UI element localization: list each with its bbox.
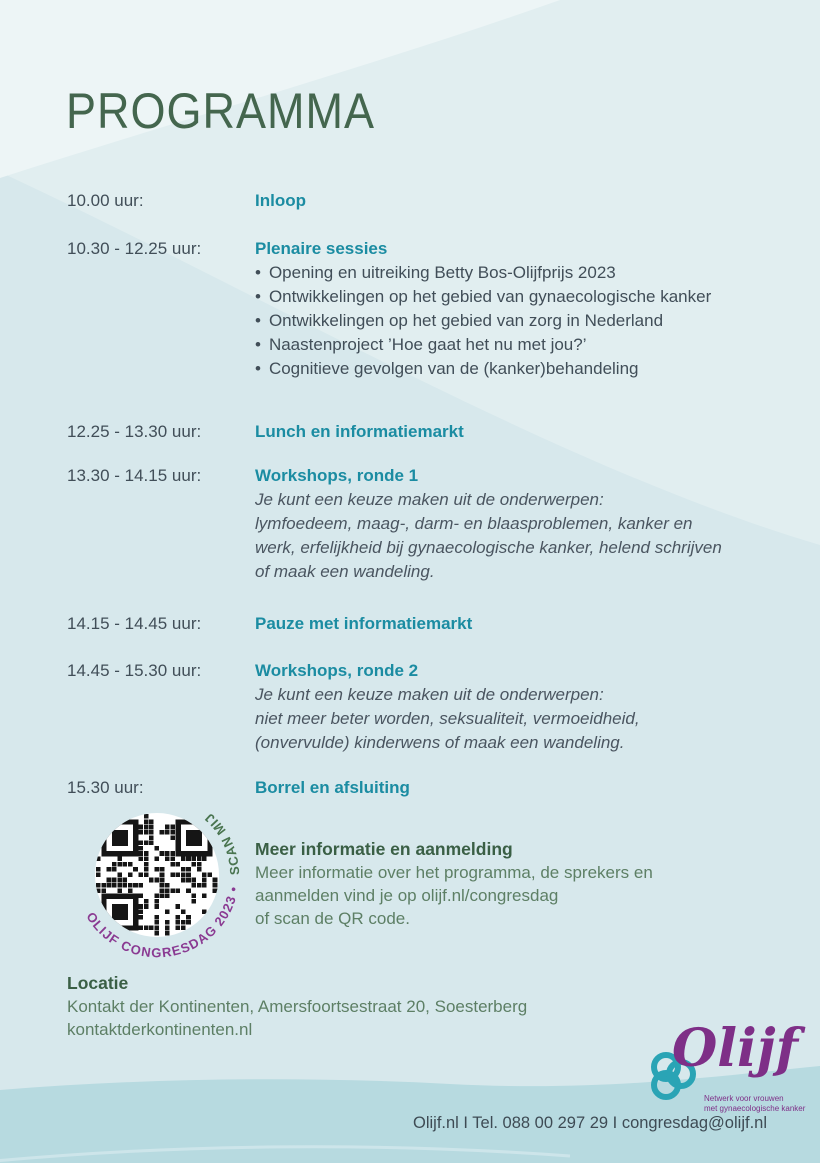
info-text: [255, 861, 735, 930]
schedule-time: 15.30 uur:: [67, 778, 144, 797]
schedule-time: 14.15 - 14.45 uur:: [67, 614, 202, 633]
workshop-description: [255, 683, 777, 755]
location-line: Kontakt der Kontinenten, Amersfoortsestraat 20, Soesterberg: [67, 997, 528, 1016]
schedule-heading: Inloop: [255, 191, 306, 210]
schedule-heading: Plenaire sessies: [255, 239, 388, 258]
session-bullet: • Ontwikkelingen op het gebied van gynaecologische kanker: [255, 285, 777, 309]
info-line: Meer informatie over het programma, de sprekers en: [255, 863, 653, 882]
description-line: (onvervulde) kinderwens of maak een wandeling.: [255, 733, 625, 752]
session-bullet: • Ontwikkelingen op het gebied van zorg in Nederland: [255, 309, 777, 333]
schedule-row: [67, 659, 777, 755]
schedule-row: [67, 189, 777, 213]
schedule-heading: Lunch en informatiemarkt: [255, 422, 464, 441]
location-block: [67, 972, 667, 1041]
qr-arc-caption-purple: OLIJF CONGRESDAG 2023 •: [83, 884, 242, 961]
session-bullet-list: [255, 261, 777, 381]
olijf-logo: [645, 1018, 817, 1114]
description-line: niet meer beter worden, seksualiteit, vermoeidheid,: [255, 709, 640, 728]
schedule-time: 13.30 - 14.15 uur:: [67, 466, 202, 485]
olijf-tagline: [704, 1094, 805, 1114]
description-line: lymfoedeem, maag-, darm- en blaasproblemen, kanker en: [255, 514, 693, 533]
session-bullet: • Cognitieve gevolgen van de (kanker)behandeling: [255, 357, 777, 381]
schedule-time: 10.00 uur:: [67, 191, 144, 210]
session-bullet: • Naastenproject ’Hoe gaat het nu met jou?’: [255, 333, 777, 357]
schedule-time: 12.25 - 13.30 uur:: [67, 422, 202, 441]
qr-arc-caption-green: SCAN MIJ: [201, 809, 243, 876]
qr-code: [32, 768, 282, 983]
description-line: Je kunt een keuze maken uit de onderwerpen:: [255, 685, 604, 704]
schedule-heading: Workshops, ronde 1: [255, 466, 419, 485]
schedule: [67, 189, 777, 800]
schedule-time: 10.30 - 12.25 uur:: [67, 239, 202, 258]
info-heading: Meer informatie en aanmelding: [255, 839, 513, 859]
schedule-row: [67, 420, 777, 444]
page-title: PROGRAMMA: [66, 82, 376, 140]
description-line: werk, erfelijkheid bij gynaecologische kanker, helend schrijven: [255, 538, 722, 557]
schedule-time: 14.45 - 15.30 uur:: [67, 661, 202, 680]
schedule-row: [67, 464, 777, 584]
schedule-row: [67, 237, 777, 381]
olijf-wordmark: Olijf: [672, 1018, 798, 1079]
location-line: kontaktderkontinenten.nl: [67, 1020, 253, 1039]
info-block: [255, 838, 735, 930]
olijf-tagline-line: Netwerk voor vrouwen: [704, 1094, 784, 1103]
schedule-row: [67, 612, 777, 636]
qr-code-block: [32, 768, 282, 988]
info-line: aanmelden vind je op olijf.nl/congresdag: [255, 886, 559, 905]
schedule-heading: Pauze met informatiemarkt: [255, 614, 473, 633]
schedule-heading: Borrel en afsluiting: [255, 778, 410, 797]
location-heading: Locatie: [67, 973, 129, 993]
olijf-tagline-line: met gynaecologische kanker: [704, 1104, 806, 1113]
footer-contact: Olijf.nl I Tel. 088 00 297 29 I congresdag@olijf.nl: [413, 1114, 767, 1132]
session-bullet: • Opening en uitreiking Betty Bos-Olijfprijs 2023: [255, 261, 777, 285]
info-line: of scan de QR code.: [255, 909, 410, 928]
description-line: Je kunt een keuze maken uit de onderwerpen:: [255, 490, 604, 509]
schedule-heading: Workshops, ronde 2: [255, 661, 419, 680]
description-line: of maak een wandeling.: [255, 562, 435, 581]
location-text: [67, 995, 667, 1041]
workshop-description: [255, 488, 777, 584]
